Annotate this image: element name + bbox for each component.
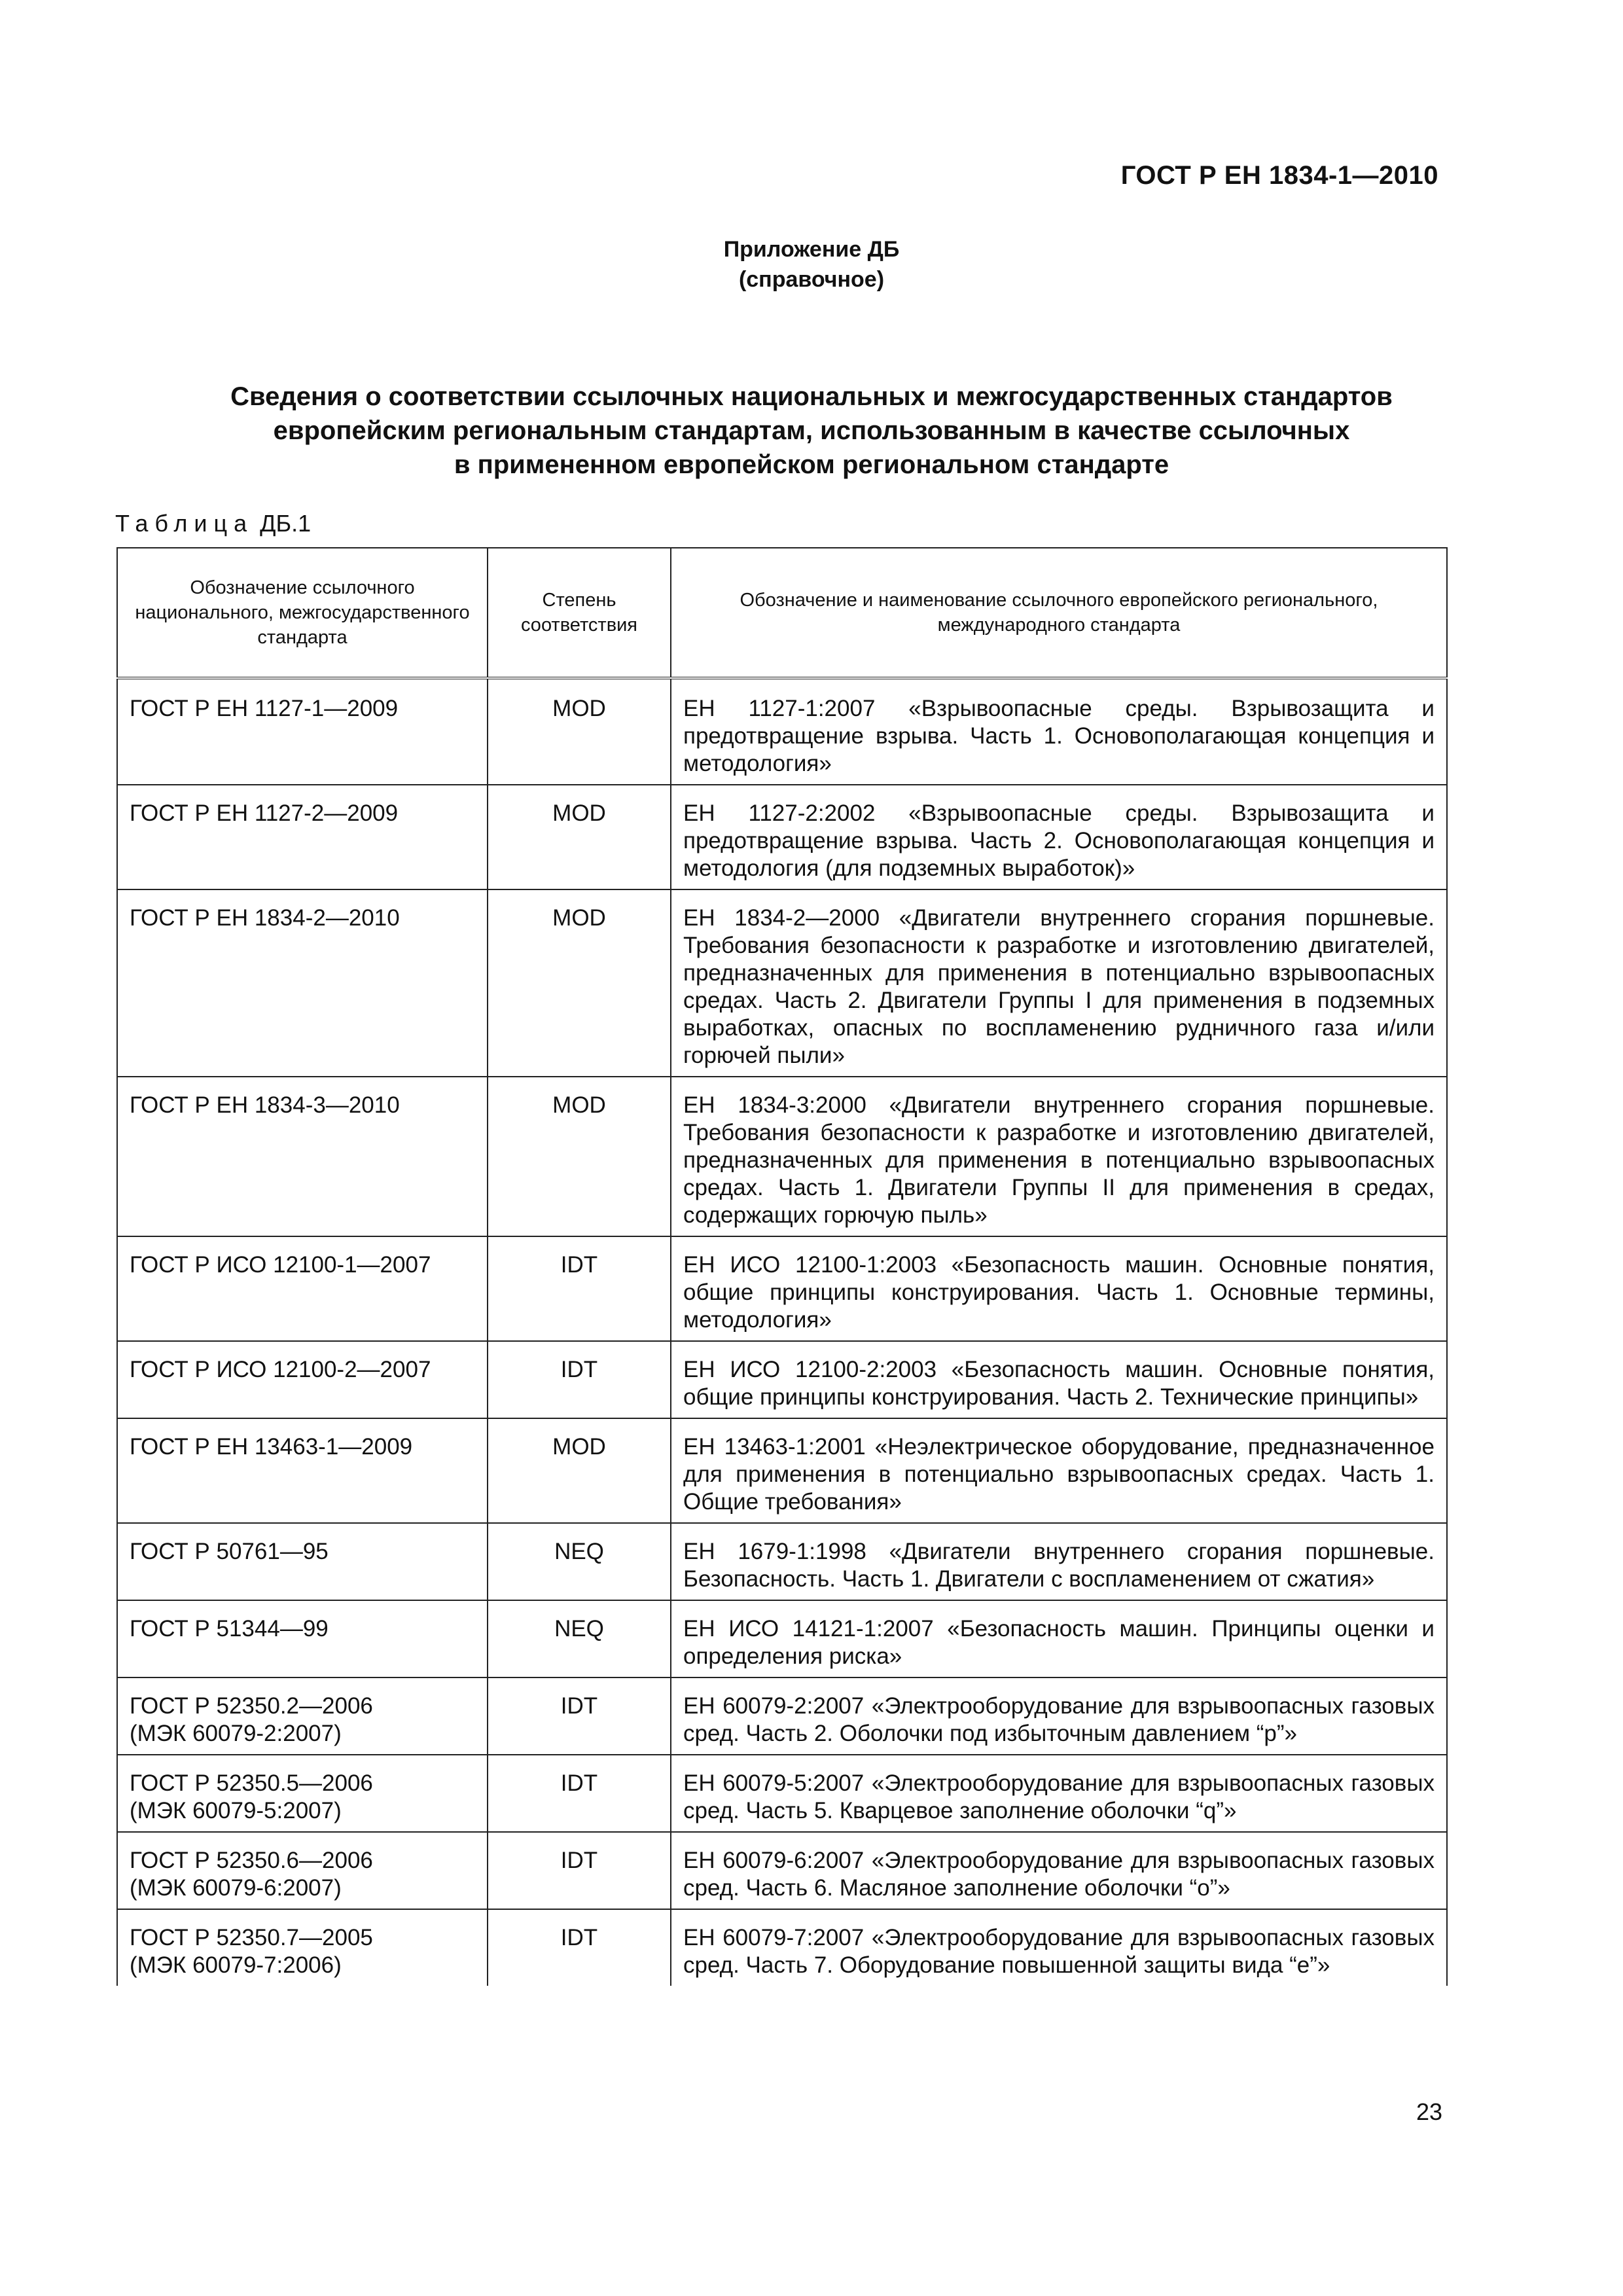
table-row <box>117 1341 1447 1418</box>
cell-european-standard: ЕН 1127-2:2002 «Взрывоопасные среды. Взрывозащита и предотвращение взрыва. Часть 2. Основополагающая концепция и методология (для подземных выработок)» <box>671 785 1447 889</box>
cell-degree: MOD <box>488 785 671 889</box>
cell-national-standard: ГОСТ Р ЕН 1127-2—2009 <box>117 785 488 889</box>
table-row <box>117 1677 1447 1755</box>
cell-national-standard: ГОСТ Р 51344—99 <box>117 1600 488 1677</box>
cell-european-standard: ЕН 1127-1:2007 «Взрывоопасные среды. Взрывозащита и предотвращение взрыва. Часть 1. Основополагающая концепция и методология» <box>671 678 1447 785</box>
section-title-line-1: Сведения о соответствии ссылочных национальных и межгосударственных стандартов <box>230 382 1393 411</box>
cell-national-standard: ГОСТ Р 52350.6—2006 (МЭК 60079-6:2007) <box>117 1832 488 1909</box>
cell-national-standard: ГОСТ Р ЕН 1834-2—2010 <box>117 889 488 1077</box>
cell-european-standard: ЕН 60079-6:2007 «Электрооборудование для взрывоопасных газовых сред. Часть 6. Масляное заполнение оболочки “o”» <box>671 1832 1447 1909</box>
cell-degree: MOD <box>488 1418 671 1523</box>
cell-degree: MOD <box>488 678 671 785</box>
annex-subtitle: (справочное) <box>738 267 885 292</box>
table-row <box>117 1236 1447 1341</box>
table-header-row <box>117 548 1447 678</box>
table-caption-number: ДБ.1 <box>260 510 312 537</box>
cell-national-standard: ГОСТ Р ИСО 12100-2—2007 <box>117 1341 488 1418</box>
header-european-standard: Обозначение и наименование ссылочного европейского регионального, международного стандарта <box>671 548 1447 678</box>
cell-degree: IDT <box>488 1236 671 1341</box>
table-row <box>117 785 1447 889</box>
cell-national-standard: ГОСТ Р ЕН 1127-1—2009 <box>117 678 488 785</box>
document-code: ГОСТ Р ЕН 1834-1—2010 <box>1120 161 1438 190</box>
cell-european-standard: ЕН 13463-1:2001 «Неэлектрическое оборудование, предназначенное для применения в потенциально взрывоопасных средах. Часть 1. Общие требования» <box>671 1418 1447 1523</box>
cell-national-standard: ГОСТ Р ЕН 1834-3—2010 <box>117 1077 488 1236</box>
section-title-line-2: европейским региональным стандартам, использованным в качестве ссылочных <box>273 416 1350 445</box>
table-caption <box>115 511 311 537</box>
cell-degree: IDT <box>488 1832 671 1909</box>
cell-european-standard: ЕН ИСО 14121-1:2007 «Безопасность машин. Принципы оценки и определения риска» <box>671 1600 1447 1677</box>
cell-european-standard: ЕН 60079-7:2007 «Электрооборудование для взрывоопасных газовых сред. Часть 7. Оборудование повышенной защиты вида “e”» <box>671 1909 1447 1986</box>
table-row <box>117 1832 1447 1909</box>
cell-degree: IDT <box>488 1341 671 1418</box>
cell-european-standard: ЕН 60079-5:2007 «Электрооборудование для взрывоопасных газовых сред. Часть 5. Кварцевое заполнение оболочки “q”» <box>671 1755 1447 1832</box>
table-row <box>117 1418 1447 1523</box>
table-row <box>117 678 1447 785</box>
cell-european-standard: ЕН ИСО 12100-2:2003 «Безопасность машин. Основные понятия, общие принципы конструирования. Часть 2. Технические принципы» <box>671 1341 1447 1418</box>
cell-european-standard: ЕН ИСО 12100-1:2003 «Безопасность машин. Основные понятия, общие принципы конструирования. Часть 1. Основные термины, методология» <box>671 1236 1447 1341</box>
cell-european-standard: ЕН 1834-2—2000 «Двигатели внутреннего сгорания поршневые. Требования безопасности к разработке и изготовлению двигателей, предназначенных для применения в потенциально взрывоопасных средах. Часть 2. Двигатели Группы I для применения в подземных выработках, опасных по воспламенению рудничного газа и/или горючей пыли» <box>671 889 1447 1077</box>
cell-degree: IDT <box>488 1755 671 1832</box>
cell-european-standard: ЕН 1679-1:1998 «Двигатели внутреннего сгорания поршневые. Безопасность. Часть 1. Двигатели с воспламенением от сжатия» <box>671 1523 1447 1600</box>
annex-heading <box>0 234 1623 295</box>
cell-european-standard: ЕН 1834-3:2000 «Двигатели внутреннего сгорания поршневые. Требования безопасности к разработке и изготовлению двигателей, предназначенных для применения в потенциально взрывоопасных средах. Часть 1. Двигатели Группы II для применения в средах, содержащих горючую пыль» <box>671 1077 1447 1236</box>
cell-degree: NEQ <box>488 1523 671 1600</box>
cell-degree: MOD <box>488 889 671 1077</box>
table-caption-word: Таблица <box>115 510 254 537</box>
table-row <box>117 1755 1447 1832</box>
cell-national-standard: ГОСТ Р ЕН 13463-1—2009 <box>117 1418 488 1523</box>
table-row <box>117 1523 1447 1600</box>
cell-degree: IDT <box>488 1909 671 1986</box>
header-degree: Степень соответствия <box>488 548 671 678</box>
cell-national-standard: ГОСТ Р 50761—95 <box>117 1523 488 1600</box>
cell-national-standard: ГОСТ Р 52350.7—2005 (МЭК 60079-7:2006) <box>117 1909 488 1986</box>
reference-standards-table <box>116 547 1448 1986</box>
cell-degree: MOD <box>488 1077 671 1236</box>
cell-degree: IDT <box>488 1677 671 1755</box>
cell-degree: NEQ <box>488 1600 671 1677</box>
table-row <box>117 1077 1447 1236</box>
page-number: 23 <box>1416 2098 1442 2125</box>
table-row <box>117 889 1447 1077</box>
header-national-standard: Обозначение ссылочного национального, межгосударственного стандарта <box>117 548 488 678</box>
cell-national-standard: ГОСТ Р ИСО 12100-1—2007 <box>117 1236 488 1341</box>
cell-national-standard: ГОСТ Р 52350.5—2006 (МЭК 60079-5:2007) <box>117 1755 488 1832</box>
table-row <box>117 1600 1447 1677</box>
cell-european-standard: ЕН 60079-2:2007 «Электрооборудование для взрывоопасных газовых сред. Часть 2. Оболочки под избыточным давлением “p”» <box>671 1677 1447 1755</box>
annex-title: Приложение ДБ <box>723 237 900 262</box>
table-row <box>117 1909 1447 1986</box>
cell-national-standard: ГОСТ Р 52350.2—2006 (МЭК 60079-2:2007) <box>117 1677 488 1755</box>
table-body <box>117 678 1447 1986</box>
section-title <box>0 380 1623 482</box>
section-title-line-3: в примененном европейском региональном стандарте <box>454 450 1169 479</box>
